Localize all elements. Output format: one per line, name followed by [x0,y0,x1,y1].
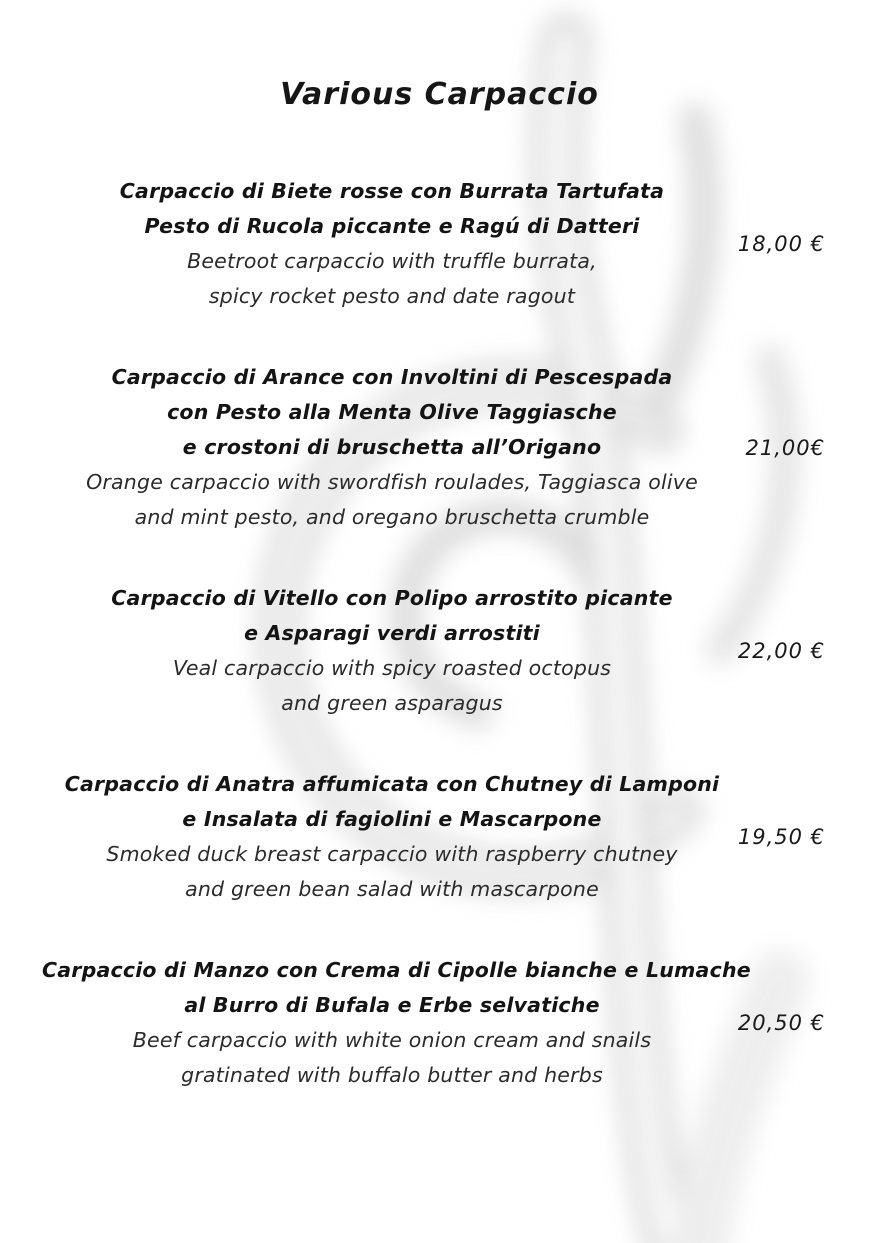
menu-item [0,174,879,314]
menu-item [0,360,879,535]
menu-item [0,953,879,1093]
menu-item [0,767,879,907]
dish-name-line: Carpaccio di Anatra affumicata con Chutney di Lamponi [64,772,720,796]
dish-text [42,581,742,721]
menu-item [0,581,879,721]
dish-name-line: Carpaccio di Biete rosse con Burrata Tartufata [119,179,665,203]
dish-description-line: Veal carpaccio with spicy roasted octopus [172,656,612,680]
dish-price: 21,00€ [745,435,825,460]
dish-name-line: con Pesto alla Menta Olive Taggiasche [167,400,617,424]
dish-text [42,174,742,314]
dish-description-line: spicy rocket pesto and date ragout [208,284,576,308]
menu-title: Various Carpaccio [280,77,599,112]
dish-description-line: Beetroot carpaccio with truffle burrata, [187,249,597,273]
dish-description-line: Orange carpaccio with swordfish roulades, Taggiasca olive [86,470,698,494]
dish-text [42,953,751,1093]
dish-price: 20,50 € [737,1011,825,1035]
dish-price: 18,00 € [737,232,825,256]
dish-name-line: Carpaccio di Manzo con Crema di Cipolle bianche e Lumache [42,958,751,982]
dish-name-line: e Insalata di fagiolini e Mascarpone [182,807,602,831]
dish-name-line: Carpaccio di Arance con Involtini di Pescespada [111,365,673,389]
dish-description-line: Beef carpaccio with white onion cream and snails [132,1028,652,1052]
dish-name-line: Carpaccio di Vitello con Polipo arrostito picante [111,586,673,610]
dish-description-line: Smoked duck breast carpaccio with raspberry chutney [106,842,678,866]
dish-description-line: and green asparagus [281,691,503,715]
menu-list [0,174,879,1093]
dish-description-line: and mint pesto, and oregano bruschetta crumble [134,505,650,529]
dish-name-line: e crostoni di bruschetta all’Origano [182,435,602,459]
dish-price: 22,00 € [737,639,825,663]
dish-name-line: e Asparagi verdi arrostiti [244,621,540,645]
dish-text [42,767,742,907]
dish-price: 19,50 € [737,825,825,849]
dish-text [42,360,742,535]
dish-description-line: gratinated with buffalo butter and herbs [181,1063,603,1087]
dish-description-line: and green bean salad with mascarpone [185,877,599,901]
dish-name-line: al Burro di Bufala e Erbe selvatiche [184,993,600,1017]
dish-name-line: Pesto di Rucola piccante e Ragú di Datteri [144,214,640,238]
